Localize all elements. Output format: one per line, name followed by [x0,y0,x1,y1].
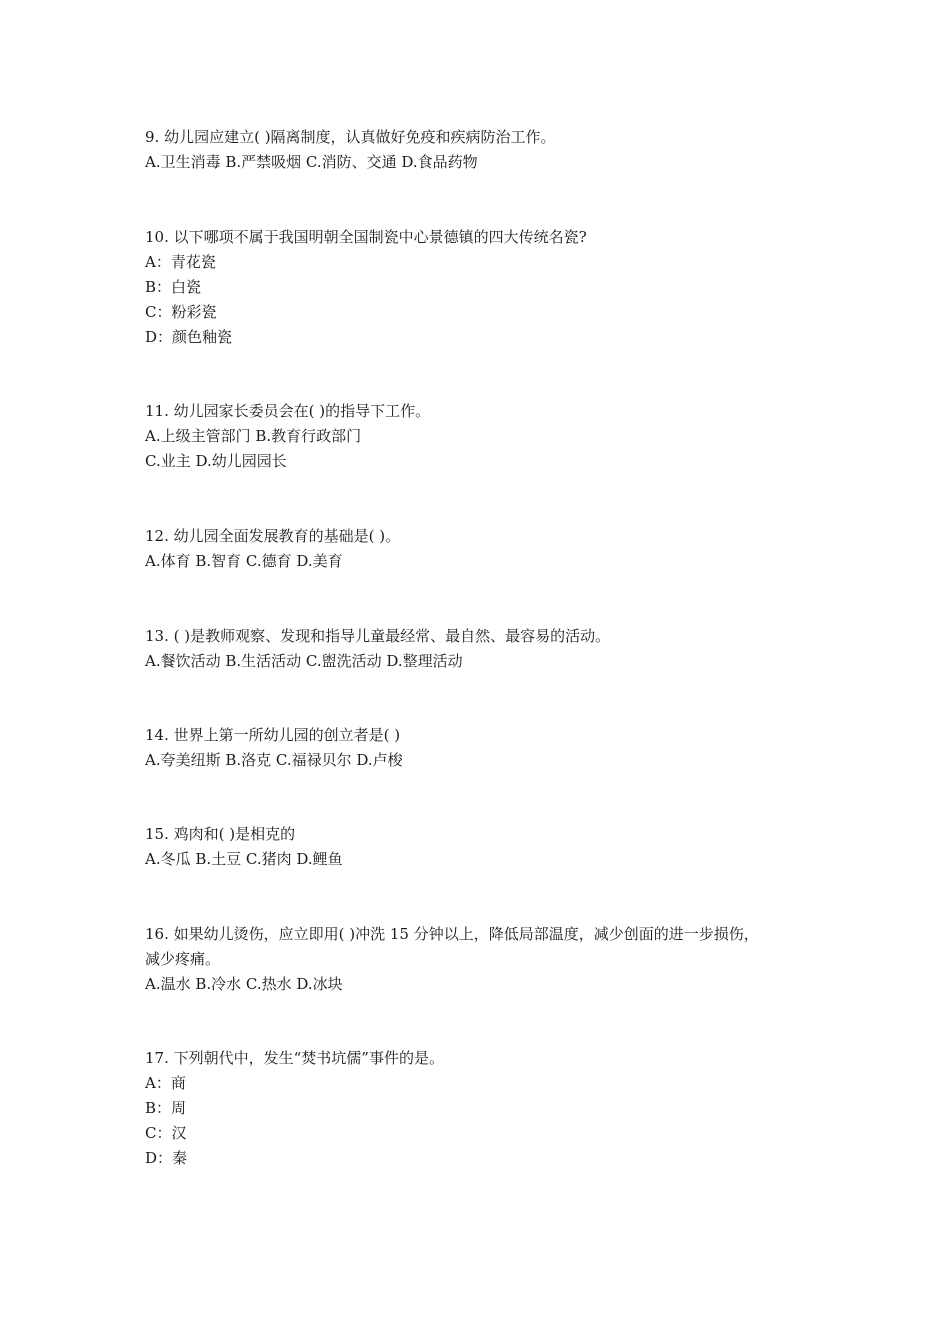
question-options: A.上级主管部门 B.教育行政部门 [145,427,362,445]
question-options: A.卫生消毒 B.严禁吸烟 C.消防、交通 D.食品药物 [145,153,478,171]
question-options: A.冬瓜 B.土豆 C.猪肉 D.鲤鱼 [145,850,343,868]
question-options: A.体育 B.智育 C.德育 D.美育 [145,552,343,570]
question-9 [145,125,815,175]
question-stem: 12. 幼儿园全面发展教育的基础是( )。 [145,527,401,545]
question-options: A.夸美纽斯 B.洛克 C.福禄贝尔 D.卢梭 [145,751,403,769]
question-stem: 15. 鸡肉和( )是相克的 [145,825,296,843]
question-15 [145,822,815,872]
option-a: A：商 [145,1074,186,1092]
question-10 [145,225,815,350]
question-options: C.业主 D.幼儿园园长 [145,452,287,470]
question-stem: 10. 以下哪项不属于我国明朝全国制瓷中心景德镇的四大传统名瓷? [145,228,587,246]
question-options: A.餐饮活动 B.生活活动 C.盥洗活动 D.整理活动 [145,652,463,670]
question-stem: 17. 下列朝代中，发生“焚书坑儒”事件的是。 [145,1049,444,1067]
question-13 [145,624,815,674]
question-stem: 11. 幼儿园家长委员会在( )的指导下工作。 [145,402,431,420]
question-16 [145,922,815,997]
question-11 [145,399,815,474]
question-stem: 16. 如果幼儿烫伤，应立即用( )冲洗 15 分钟以上，降低局部温度，减少创面的进一步损伤， [145,925,759,943]
option-b: B：周 [145,1099,187,1117]
question-options: A.温水 B.冷水 C.热水 D.冰块 [145,975,343,993]
question-14 [145,723,815,773]
option-c: C：粉彩瓷 [145,303,217,321]
question-stem-continued: 减少疼痛。 [145,950,221,968]
question-17 [145,1046,815,1171]
option-d: D：颜色釉瓷 [145,328,233,346]
question-stem: 9. 幼儿园应建立( )隔离制度，认真做好免疫和疾病防治工作。 [145,128,556,146]
option-d: D：秦 [145,1149,188,1167]
question-stem: 13. ( )是教师观察、发现和指导儿童最经常、最自然、最容易的活动。 [145,627,611,645]
option-c: C：汉 [145,1124,187,1142]
question-12 [145,524,815,574]
option-b: B：白瓷 [145,278,202,296]
option-a: A：青花瓷 [145,253,216,271]
question-stem: 14. 世界上第一所幼儿园的创立者是( ) [145,726,401,744]
